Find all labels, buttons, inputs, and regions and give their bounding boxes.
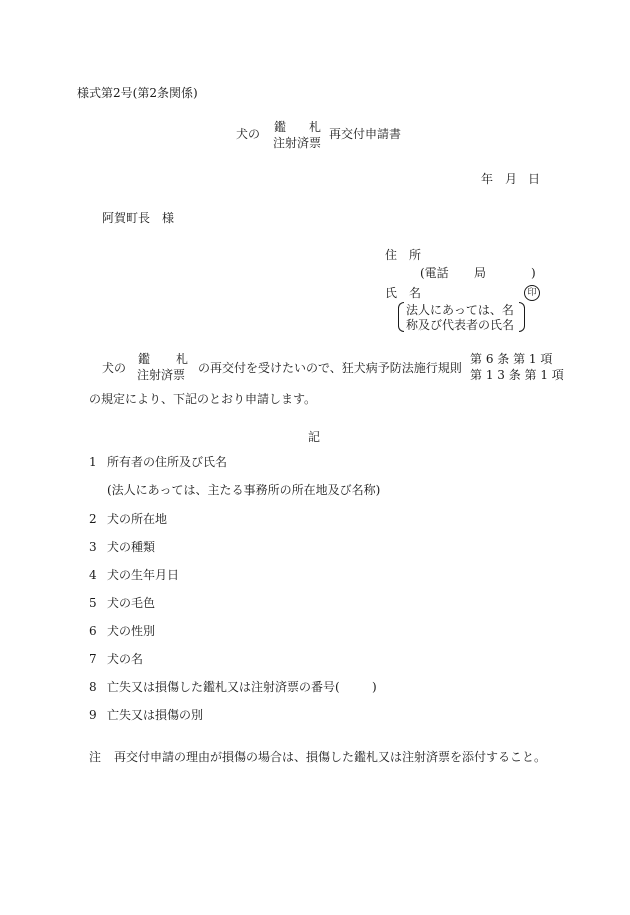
item-text: 犬の種類: [107, 540, 156, 554]
phone-label: (電話: [420, 266, 449, 280]
item-text: (法人にあっては、主たる事務所の所在地及び名称): [107, 483, 381, 497]
item8-close-paren: ): [372, 680, 377, 694]
item-text: 犬の毛色: [107, 596, 156, 610]
item-text: 亡失又は損傷した鑑札又は注射済票の番号(: [107, 680, 340, 694]
body-prefix: 犬の: [102, 361, 127, 375]
item-text: 犬の名: [107, 652, 144, 666]
item-number: 6: [89, 624, 97, 638]
phone-close: ): [531, 266, 536, 280]
corporate-note-line2: 称及び代表者の氏名: [406, 318, 515, 332]
body-stack-top-a: 鑑: [138, 352, 151, 366]
item-number: 3: [89, 540, 97, 554]
title-stack-top-a: 鑑: [274, 120, 287, 134]
item-number: 4: [89, 568, 97, 582]
body-second-line: の規定により、下記のとおり申請します。: [89, 392, 317, 406]
item-text: 犬の性別: [107, 624, 156, 638]
note-label: 注: [89, 750, 102, 764]
address-label: 住 所: [385, 248, 422, 262]
body-stack-bottom: 注射済票: [137, 368, 186, 382]
item-number: 5: [89, 596, 97, 610]
title-suffix: 再交付申請書: [329, 127, 402, 141]
body-stack-top-b: 札: [176, 352, 189, 366]
clause-top: 第 6 条 第 1 項: [470, 352, 553, 366]
item-text: 所有者の住所及び氏名: [107, 455, 228, 469]
title-stack-top-b: 札: [309, 120, 322, 134]
item-number: 9: [89, 708, 97, 722]
item-number: 8: [89, 680, 97, 694]
corporate-note-line1: 法人にあっては、名: [406, 303, 514, 317]
left-bracket: [398, 302, 404, 332]
title-stack-bottom: 注射済票: [273, 136, 322, 150]
note-text: 再交付申請の理由が損傷の場合は、損傷した鑑札又は注射済票を添付すること。: [114, 750, 547, 764]
date-day: 日: [528, 172, 541, 186]
item-text: 亡失又は損傷の別: [107, 708, 204, 722]
ki-heading: 記: [308, 430, 321, 444]
clause-bottom: 第 1 3 条 第 1 項: [470, 368, 564, 382]
addressee: 阿賀町長 様: [102, 211, 175, 225]
item-text: 犬の所在地: [107, 512, 168, 526]
seal-mark-icon: 印: [524, 285, 540, 301]
form-number: 様式第2号(第2条関係): [77, 86, 198, 100]
item-number: 2: [89, 512, 97, 526]
title-prefix: 犬の: [236, 127, 261, 141]
item-text: 犬の生年月日: [107, 568, 180, 582]
body-middle: の再交付を受けたいので、狂犬病予防法施行規則: [198, 361, 462, 375]
right-bracket: [519, 302, 525, 332]
item-number: 7: [89, 652, 97, 666]
date-year: 年: [481, 172, 494, 186]
item-number: 1: [89, 455, 97, 469]
phone-exchange: 局: [474, 266, 487, 280]
date-month: 月: [505, 172, 518, 186]
name-label: 氏 名: [385, 286, 422, 300]
